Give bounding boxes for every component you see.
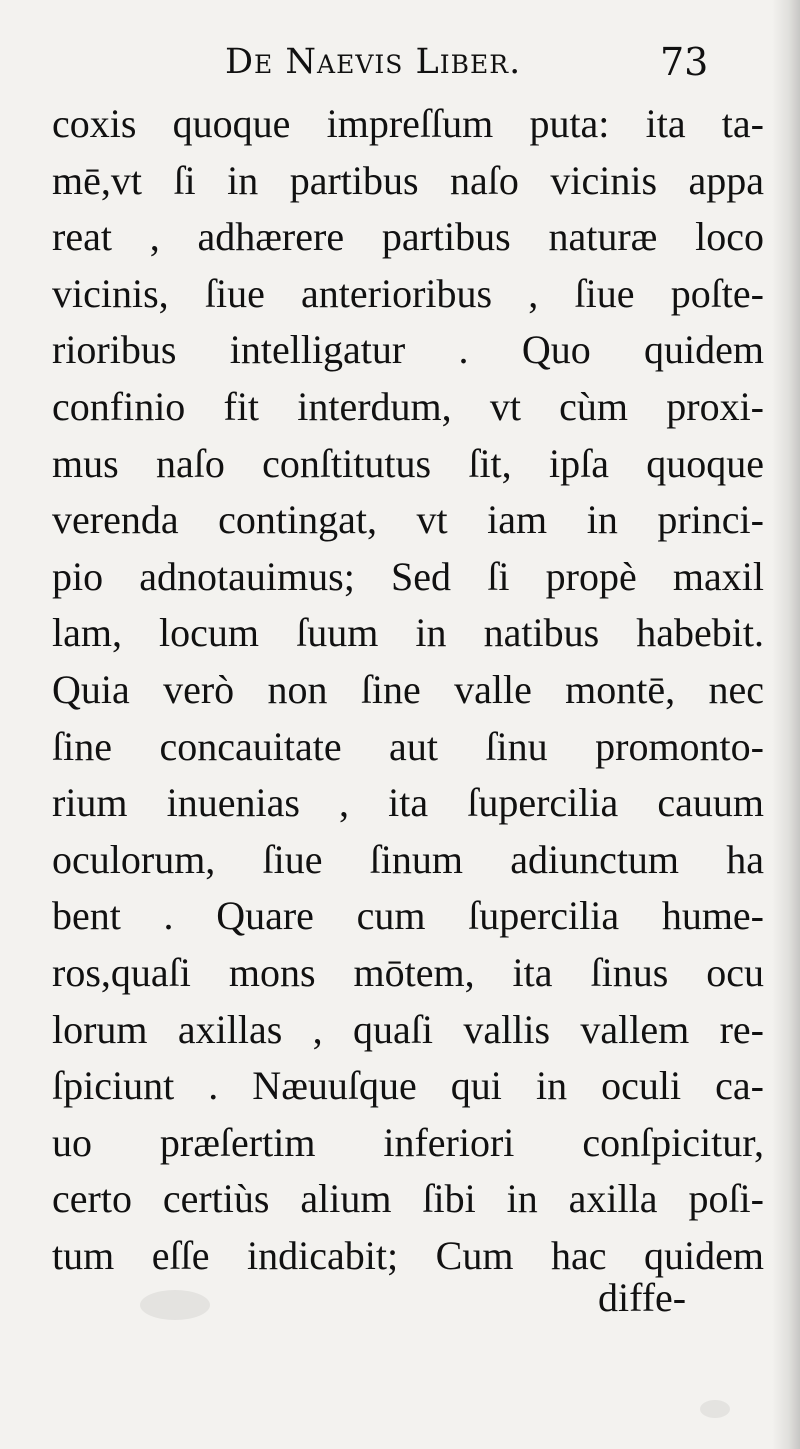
running-head-title: De Naevis Liber.: [225, 42, 522, 82]
text-line: certo certiùs alium ſibi in axilla poſi-: [52, 1176, 764, 1222]
text-line: bent . Quare cum ſupercilia hume-: [52, 893, 764, 939]
text-line: pio adnotauimus; Sed ſi propè maxil: [52, 553, 764, 599]
text-line: coxis quoque impreſſum puta: ita ta-: [52, 101, 764, 146]
body-text: [52, 96, 764, 1284]
text-line: lorum axillas , quaſi vallis vallem re-: [52, 1006, 764, 1052]
text-line: uo præſertim inferiori conſpicitur,: [52, 1119, 764, 1165]
text-line: verenda contingat, vt iam in princi-: [52, 497, 764, 543]
page-edge-shadow: [772, 0, 800, 1449]
text-line: oculorum, ſiue ſinum adiunctum ha: [52, 836, 764, 882]
text-line: reat , adhærere partibus naturæ loco: [52, 214, 764, 260]
running-head: [0, 42, 800, 102]
page-number: 73: [660, 40, 709, 84]
text-line: tum eſſe indicabit; Cum hac quidem: [52, 1232, 764, 1278]
text-line: ſpiciunt . Næuuſque qui in oculi ca-: [52, 1063, 764, 1109]
text-line: mus naſo conſtitutus ſit, ipſa quoque: [52, 440, 764, 486]
text-line: rium inuenias , ita ſupercilia cauum: [52, 780, 764, 826]
ink-smudge: [140, 1290, 210, 1320]
text-line: mē,vt ſi in partibus naſo vicinis appa: [52, 157, 764, 203]
text-line: Quia verò non ſine valle montē, nec: [52, 666, 764, 712]
text-line: confinio fit interdum, vt cùm proxi-: [52, 383, 764, 429]
text-line: rioribus intelligatur . Quo quidem: [52, 327, 764, 373]
text-line: ros,quaſi mons mōtem, ita ſinus ocu: [52, 949, 764, 995]
text-line: ſine concauitate aut ſinu promonto-: [52, 723, 764, 769]
catchword: diffe-: [598, 1275, 687, 1320]
ink-smudge: [700, 1400, 730, 1418]
text-line: lam, locum ſuum in natibus habebit.: [52, 610, 764, 656]
text-line: vicinis, ſiue anterioribus , ſiue poſte-: [52, 270, 764, 316]
